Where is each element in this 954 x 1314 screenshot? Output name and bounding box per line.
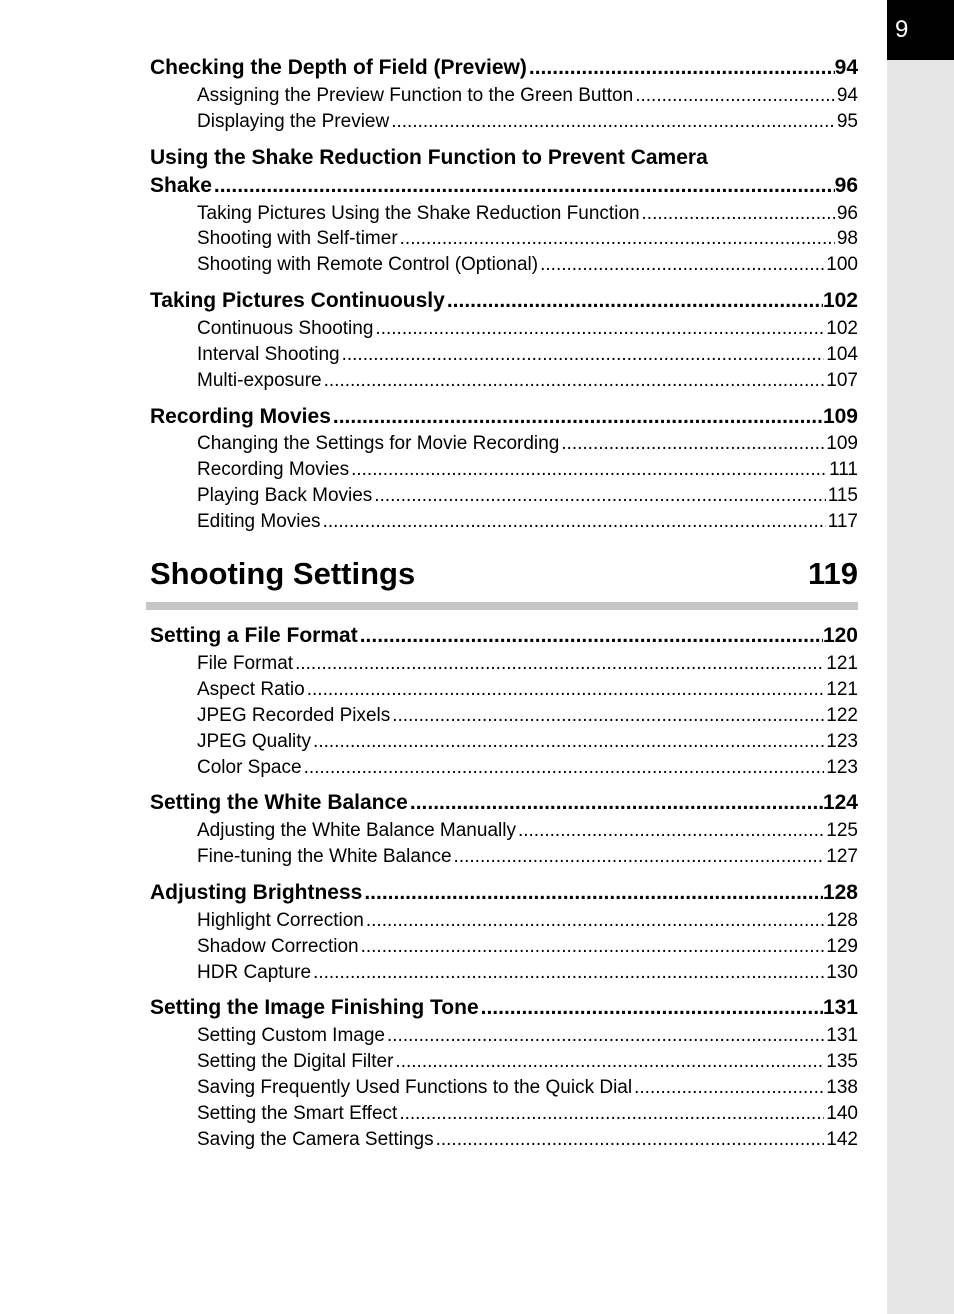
toc-entry-title: Setting Custom Image — [197, 1025, 385, 1046]
toc-entry-page: 121 — [826, 679, 858, 700]
toc-entry-page: 142 — [826, 1129, 858, 1150]
toc-entry-page: 135 — [826, 1051, 858, 1072]
toc-entry-page: 130 — [826, 962, 858, 983]
dot-leader — [454, 844, 825, 870]
toc-heading-title: Setting a File Format — [150, 624, 358, 647]
toc-entry-title: Editing Movies — [197, 511, 321, 532]
toc-entry[interactable] — [197, 960, 858, 986]
toc-heading-page: 120 — [822, 624, 858, 647]
toc-entry[interactable] — [197, 368, 858, 394]
toc-entry-page: 94 — [836, 85, 858, 106]
toc-entry-title: HDR Capture — [197, 962, 312, 983]
toc-entry[interactable] — [197, 1049, 858, 1075]
toc-entry[interactable] — [197, 1127, 858, 1153]
toc-entry-title: JPEG Quality — [197, 731, 312, 752]
toc-heading-title: Setting the White Balance — [150, 791, 408, 814]
toc-entry-title: JPEG Recorded Pixels — [197, 705, 391, 726]
toc-entry-title: Shadow Correction — [197, 936, 359, 957]
toc-entry-page: 125 — [826, 820, 858, 841]
page-number-tab: 9 — [887, 0, 954, 60]
dot-leader — [361, 934, 825, 960]
dot-leader — [360, 622, 823, 650]
toc-heading-page: 96 — [834, 174, 858, 197]
dot-leader — [313, 960, 824, 986]
toc-heading-page: 124 — [822, 791, 858, 814]
dot-leader — [395, 1049, 824, 1075]
dot-leader — [214, 172, 835, 200]
dot-leader — [410, 789, 823, 817]
dot-leader — [364, 879, 823, 907]
toc-entry-page: 131 — [826, 1025, 858, 1046]
toc-entry[interactable] — [197, 252, 858, 278]
toc-entry-title: File Format — [197, 653, 294, 674]
dot-leader — [481, 994, 823, 1022]
toc-entry[interactable] — [197, 844, 858, 870]
dot-leader — [295, 651, 824, 677]
toc-entry-title: Saving Frequently Used Functions to the Quick Dial — [197, 1077, 633, 1098]
toc-entry-title: Displaying the Preview — [197, 111, 390, 132]
toc-entry-page: 104 — [826, 344, 858, 365]
chapter-divider — [146, 602, 858, 610]
toc-entry[interactable] — [197, 226, 858, 252]
toc-entry-title: Adjusting the White Balance Manually — [197, 820, 516, 841]
toc-entry-page: 117 — [827, 511, 858, 532]
toc-heading[interactable] — [150, 994, 858, 1022]
toc-heading-title: Taking Pictures Continuously — [150, 289, 445, 312]
dot-leader — [387, 1023, 824, 1049]
toc-heading[interactable] — [150, 287, 858, 315]
dot-leader — [392, 703, 824, 729]
toc-entry[interactable] — [197, 729, 858, 755]
dot-leader — [313, 729, 824, 755]
toc-entry[interactable] — [197, 908, 858, 934]
toc-entry[interactable] — [197, 483, 858, 509]
toc-entry-page: 128 — [826, 910, 858, 931]
toc-entry[interactable] — [197, 509, 858, 535]
chapter-heading[interactable] — [150, 553, 858, 595]
dot-leader — [374, 483, 825, 509]
toc-entry-title: Taking Pictures Using the Shake Reduction Function — [197, 203, 640, 224]
dot-leader — [351, 457, 827, 483]
toc-entry[interactable] — [197, 1023, 858, 1049]
toc-heading-page: 102 — [822, 289, 858, 312]
toc-heading-line1[interactable]: Using the Shake Reduction Function to Prevent Camera — [150, 146, 708, 169]
dot-leader — [399, 1101, 824, 1127]
toc-entry-page: 129 — [826, 936, 858, 957]
toc-entry[interactable] — [197, 818, 858, 844]
dot-leader — [635, 83, 835, 109]
toc-heading[interactable] — [150, 879, 858, 907]
toc-entry[interactable] — [197, 201, 858, 227]
toc-entry[interactable] — [197, 1101, 858, 1127]
toc-entry[interactable] — [197, 109, 858, 135]
toc-heading-page: 131 — [822, 996, 858, 1019]
toc-entry-title: Interval Shooting — [197, 344, 340, 365]
toc-entry[interactable] — [197, 1075, 858, 1101]
toc-entry-title: Shooting with Self-timer — [197, 228, 398, 249]
toc-entry[interactable] — [197, 83, 858, 109]
toc-heading[interactable] — [150, 622, 858, 650]
toc-heading-title: Recording Movies — [150, 405, 331, 428]
toc-entry-page: 122 — [826, 705, 858, 726]
toc-entry-title: Fine-tuning the White Balance — [197, 846, 452, 867]
toc-entry[interactable] — [197, 431, 858, 457]
toc-heading-page: 128 — [822, 881, 858, 904]
toc-entry-title: Changing the Settings for Movie Recording — [197, 433, 560, 454]
toc-heading-title: Checking the Depth of Field (Preview) — [150, 56, 527, 79]
toc-entry-page: 107 — [826, 370, 858, 391]
toc-heading[interactable] — [150, 172, 858, 200]
toc-entry-title: Assigning the Preview Function to the Green Button — [197, 85, 634, 106]
toc-entry-title: Color Space — [197, 757, 302, 778]
dot-leader — [304, 755, 825, 781]
dot-leader — [447, 287, 823, 315]
toc-heading-page: 94 — [834, 56, 858, 79]
dot-leader — [375, 316, 824, 342]
toc-entry[interactable] — [197, 703, 858, 729]
dot-leader — [391, 109, 835, 135]
dot-leader — [366, 908, 824, 934]
toc-heading[interactable] — [150, 54, 858, 82]
toc-entry-page: 100 — [826, 254, 858, 275]
toc-heading[interactable] — [150, 789, 858, 817]
toc-entry[interactable] — [197, 677, 858, 703]
toc-entry-page: 109 — [826, 433, 858, 454]
toc-entry[interactable] — [197, 316, 858, 342]
toc-entry-page: 96 — [836, 203, 858, 224]
toc-entry[interactable] — [197, 934, 858, 960]
toc-entry-page: 111 — [829, 459, 858, 480]
toc-entry-page: 115 — [827, 485, 858, 506]
chapter-page: 119 — [807, 556, 858, 591]
dot-leader — [307, 677, 825, 703]
dot-leader — [333, 403, 823, 431]
toc-entry-title: Continuous Shooting — [197, 318, 374, 339]
toc-heading-title: Adjusting Brightness — [150, 881, 363, 904]
dot-leader — [436, 1127, 825, 1153]
toc-entry-title: Setting the Smart Effect — [197, 1103, 398, 1124]
dot-leader — [342, 342, 825, 368]
dot-leader — [642, 201, 835, 227]
toc-entry-page: 98 — [836, 228, 858, 249]
toc-entry-title: Shooting with Remote Control (Optional) — [197, 254, 539, 275]
dot-leader — [540, 252, 824, 278]
toc-heading[interactable] — [150, 403, 858, 431]
dot-leader — [518, 818, 824, 844]
toc-heading-title: Setting the Image Finishing Tone — [150, 996, 479, 1019]
toc-entry-title: Highlight Correction — [197, 910, 364, 931]
toc-entry[interactable] — [197, 457, 858, 483]
toc-heading-page: 109 — [822, 405, 858, 428]
toc-heading-title: Shake — [150, 174, 212, 197]
toc-entry-page: 123 — [826, 757, 858, 778]
toc-entry-page: 127 — [826, 846, 858, 867]
dot-leader — [400, 226, 835, 252]
toc-entry-title: Playing Back Movies — [197, 485, 373, 506]
toc-entry-title: Aspect Ratio — [197, 679, 305, 700]
toc-entry-page: 140 — [826, 1103, 858, 1124]
dot-leader — [561, 431, 824, 457]
dot-leader — [324, 368, 825, 394]
toc-entry-page: 123 — [826, 731, 858, 752]
toc-entry-title: Saving the Camera Settings — [197, 1129, 434, 1150]
chapter-title: Shooting Settings — [150, 556, 416, 591]
toc-entry-title: Multi-exposure — [197, 370, 322, 391]
toc-entry-page: 95 — [836, 111, 858, 132]
dot-leader — [323, 509, 826, 535]
toc-entry-title: Setting the Digital Filter — [197, 1051, 394, 1072]
side-strip — [887, 0, 954, 1314]
toc-entry[interactable] — [197, 651, 858, 677]
toc-entry-title: Recording Movies — [197, 459, 350, 480]
toc-entry[interactable] — [197, 342, 858, 368]
toc-entry-page: 121 — [826, 653, 858, 674]
toc-entry-page: 138 — [826, 1077, 858, 1098]
toc-entry[interactable] — [197, 755, 858, 781]
toc-entry-page: 102 — [826, 318, 858, 339]
dot-leader — [529, 54, 835, 82]
dot-leader — [634, 1075, 824, 1101]
